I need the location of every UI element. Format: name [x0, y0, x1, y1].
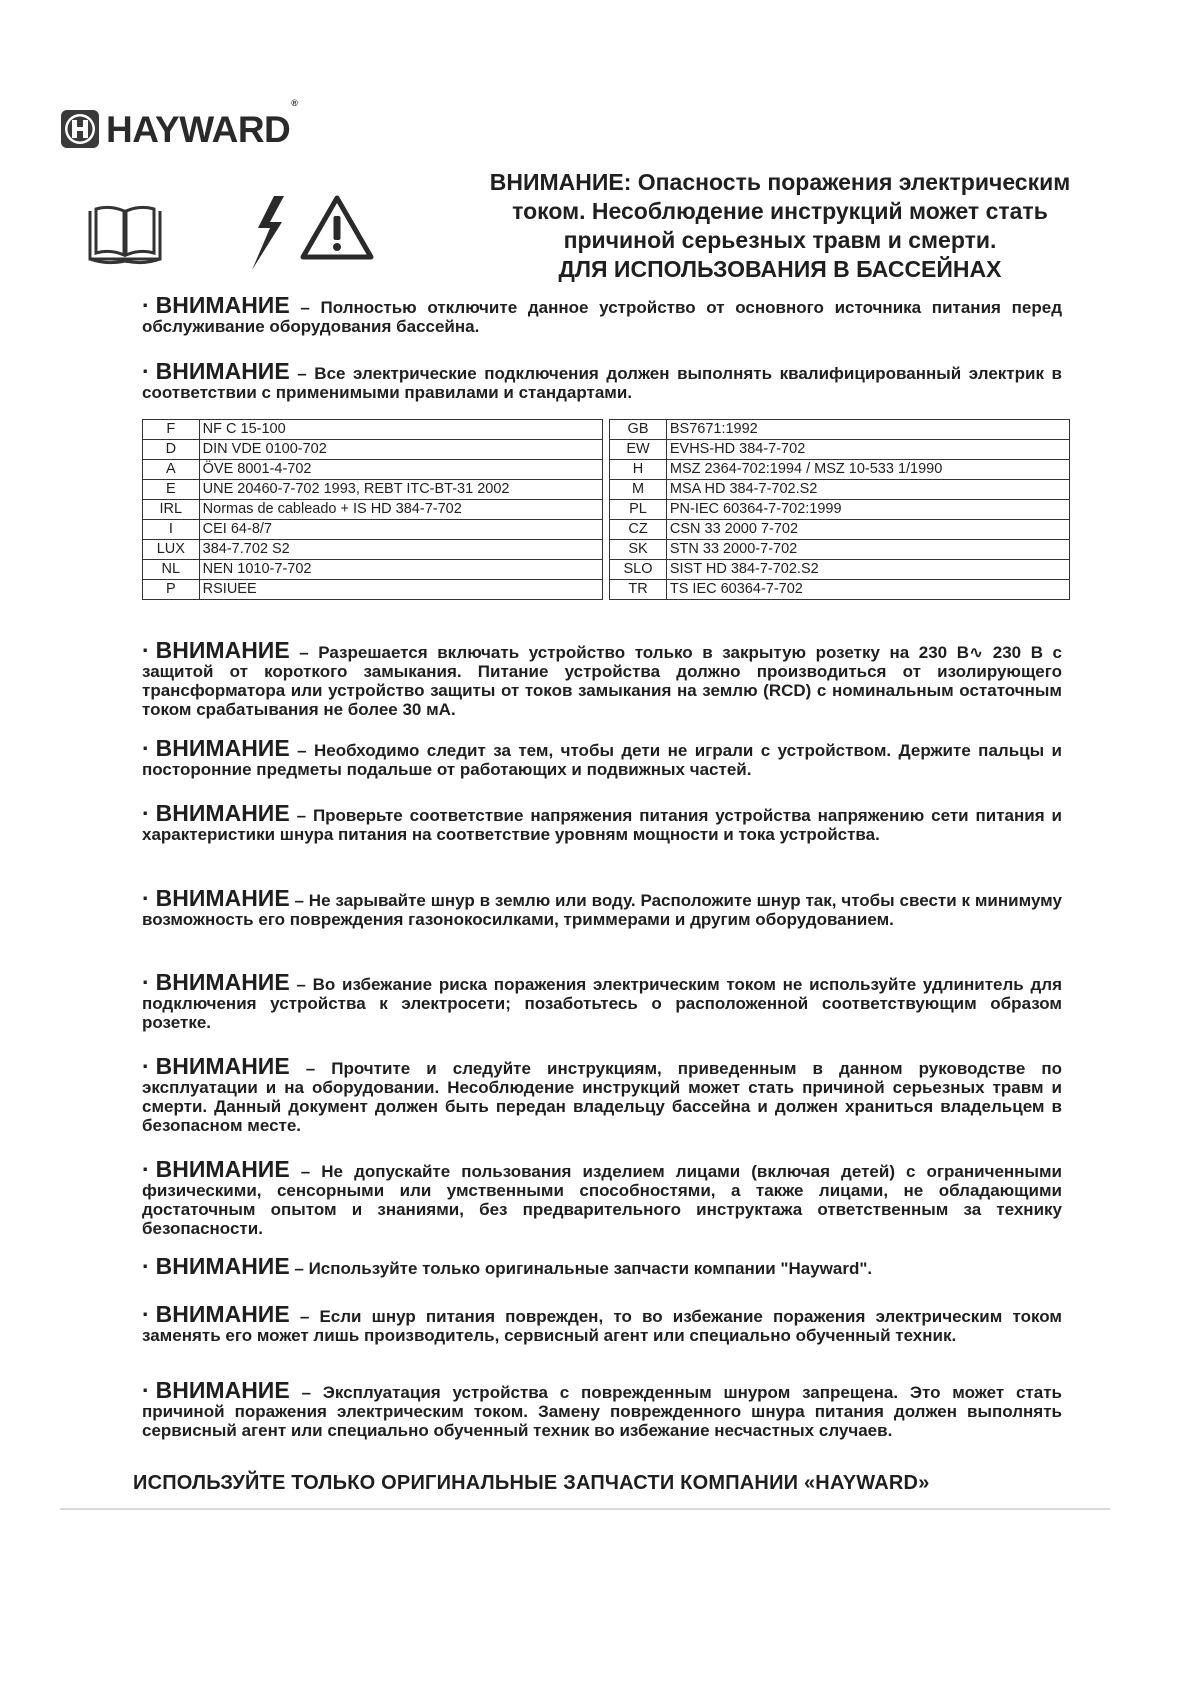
country-code-left: F	[143, 420, 200, 440]
table-gap	[603, 560, 610, 580]
standards-row	[143, 480, 1070, 500]
standard-left: UNE 20460-7-702 1993, REBT ITC-BT-31 2002	[199, 480, 603, 500]
standard-right: TS IEC 60364-7-702	[666, 580, 1069, 600]
standard-left: DIN VDE 0100-702	[199, 440, 603, 460]
header-line-2: током. Несоблюдение инструкций может стать	[512, 198, 1048, 224]
table-gap	[603, 420, 610, 440]
standards-row	[143, 580, 1070, 600]
warning-11: · ВНИМАНИЕ – Если шнур питания поврежден, то во избежание поражения электрическим током заменять его может лишь производитель, сервисный агент или специально обученный техник.	[142, 1301, 1062, 1345]
table-gap	[603, 500, 610, 520]
standards-row	[143, 500, 1070, 520]
warning-7: · ВНИМАНИЕ – Во избежание риска поражения электрическим током не используйте удлинитель для подключения устройства к электросети; позаботьтесь о расположенной соответствующим образом розетке.	[142, 969, 1062, 1032]
country-code-left: NL	[143, 560, 200, 580]
hayward-badge-icon	[60, 109, 100, 149]
country-code-right: PL	[610, 500, 667, 520]
standard-right: MSA HD 384-7-702.S2	[666, 480, 1069, 500]
warning-8: · ВНИМАНИЕ – Прочтите и следуйте инструкциям, приведенным в данном руководстве по эксплуатации и на оборудовании. Несоблюдение инструкций может стать причиной серьезных травм и смерти. Данный документ должен быть передан владельцу бассейна и должен храниться владельцем в безопасном месте.	[142, 1053, 1062, 1135]
header-line-4: ДЛЯ ИСПОЛЬЗОВАНИЯ В БАССЕЙНАХ	[558, 256, 1002, 282]
country-code-right: TR	[610, 580, 667, 600]
standard-left: CEI 64-8/7	[199, 520, 603, 540]
header-line-1: ВНИМАНИЕ: Опасность поражения электрическим	[489, 169, 1071, 195]
warning-text: – Проверьте соответствие напряжения питания устройства напряжению сети питания и характеристики шнура питания на соответствие уровням мощности и тока устройства.	[142, 806, 1062, 844]
warning-text: – Эксплуатация устройства с поврежденным шнуром запрещена. Это может стать причиной поражения электрическим током. Замену поврежденного шнура питания должен выполнять сервисный агент или специально обученный техник во избежание несчастных случаев.	[142, 1383, 1062, 1440]
electric-bolt-icon	[248, 194, 290, 272]
warning-1: · ВНИМАНИЕ – Полностью отключите данное устройство от основного источника питания перед обслуживание оборудования бассейна.	[142, 292, 1062, 336]
table-gap	[603, 540, 610, 560]
warning-lead: ВНИМАНИЕ	[155, 292, 290, 318]
standard-left: RSIUEE	[199, 580, 603, 600]
standard-right: EVHS-HD 384-7-702	[666, 440, 1069, 460]
warning-lead: ВНИМАНИЕ	[155, 637, 290, 663]
page-divider	[60, 1508, 1110, 1510]
standard-right: SIST HD 384-7-702.S2	[666, 560, 1069, 580]
standard-left: ÖVE 8001-4-702	[199, 460, 603, 480]
country-code-right: SLO	[610, 560, 667, 580]
standard-left: 384-7.702 S2	[199, 540, 603, 560]
header-warning	[450, 168, 1110, 284]
standards-row	[143, 420, 1070, 440]
standard-left: NEN 1010-7-702	[199, 560, 603, 580]
standards-row	[143, 540, 1070, 560]
country-code-right: M	[610, 480, 667, 500]
warning-lead: ВНИМАНИЕ	[155, 1301, 290, 1327]
warning-12: · ВНИМАНИЕ – Эксплуатация устройства с поврежденным шнуром запрещена. Это может стать причиной поражения электрическим током. Замену поврежденного шнура питания должен выполнять сервисный агент или специально обученный техник во избежание несчастных случаев.	[142, 1377, 1062, 1440]
warning-9: · ВНИМАНИЕ – Не допускайте пользования изделием лицами (включая детей) с ограниченными физическими, сенсорными или умственными способностями, а также лицами, не обладающими достаточным опытом и знаниями, без предварительного инструктажа ответственным за технику безопасности.	[142, 1156, 1062, 1238]
warning-lead: ВНИМАНИЕ	[155, 1377, 290, 1403]
warning-lead: ВНИМАНИЕ	[155, 885, 290, 911]
table-gap	[603, 580, 610, 600]
warning-5: · ВНИМАНИЕ – Проверьте соответствие напряжения питания устройства напряжению сети питания и характеристики шнура питания на соответствие уровням мощности и тока устройства.	[142, 800, 1062, 844]
standard-right: STN 33 2000-7-702	[666, 540, 1069, 560]
warning-10: · ВНИМАНИЕ – Используйте только оригинальные запчасти компании "Hayward".	[142, 1253, 873, 1279]
warning-text: – Все электрические подключения должен выполнять квалифицированный электрик в соответствии с применимыми правилами и стандартами.	[142, 364, 1062, 402]
country-code-left: LUX	[143, 540, 200, 560]
warning-lead: ВНИМАНИЕ	[155, 1156, 290, 1182]
standard-right: MSZ 2364-702:1994 / MSZ 10-533 1/1990	[666, 460, 1069, 480]
table-gap	[603, 480, 610, 500]
country-code-left: A	[143, 460, 200, 480]
manual-book-icon	[86, 205, 164, 267]
warning-text: – Используйте только оригинальные запчасти компании "Hayward".	[289, 1259, 873, 1278]
country-code-right: EW	[610, 440, 667, 460]
warning-2: · ВНИМАНИЕ – Все электрические подключения должен выполнять квалифицированный электрик в соответствии с применимыми правилами и стандартами.	[142, 358, 1062, 402]
hayward-logo	[60, 97, 298, 150]
warning-text: – Необходимо следит за тем, чтобы дети не играли с устройством. Держите пальцы и посторонние предметы подальше от работающих и подвижных частей.	[142, 741, 1062, 779]
logo-wordmark: HAYWARD®	[106, 97, 298, 150]
country-code-left: E	[143, 480, 200, 500]
warning-text: – Не допускайте пользования изделием лицами (включая детей) с ограниченными физическими, сенсорными или умственными способностями, а также лицами, не обладающими достаточным опытом и знаниями, без предварительного инструктажа ответственным за технику безопасности.	[142, 1162, 1062, 1238]
table-gap	[603, 440, 610, 460]
standard-right: BS7671:1992	[666, 420, 1069, 440]
warning-text: – Во избежание риска поражения электрическим током не используйте удлинитель для подключения устройства к электросети; позаботьтесь о расположенной соответствующим образом розетке.	[142, 975, 1062, 1032]
warning-6: · ВНИМАНИЕ – Не зарывайте шнур в землю или воду. Расположите шнур так, чтобы свести к минимуму возможность его повреждения газонокосилками, триммерами и другим оборудованием.	[142, 885, 1062, 929]
header-line-3: причиной серьезных травм и смерти.	[563, 227, 997, 253]
country-code-left: D	[143, 440, 200, 460]
warning-lead: ВНИМАНИЕ	[155, 1053, 290, 1079]
warning-text: – Полностью отключите данное устройство от основного источника питания перед обслуживание оборудования бассейна.	[142, 298, 1062, 336]
warning-text: – Прочтите и следуйте инструкциям, приведенным в данном руководстве по эксплуатации и на оборудовании. Несоблюдение инструкций может стать причиной серьезных травм и смерти. Данный документ должен быть передан владельцу бассейна и должен храниться владельцем в безопасном месте.	[142, 1059, 1062, 1135]
standard-left: Normas de cableado + IS HD 384-7-702	[199, 500, 603, 520]
warning-3: · ВНИМАНИЕ – Разрешается включать устройство только в закрытую розетку на 230 В∿ 230 В с защитой от короткого замыкания. Питание устройства должно производиться от изолирующего трансформатора или устройство защиты от токов замыкания на землю (RCD) с номинальным остаточным током срабатывания не более 30 мА.	[142, 637, 1062, 719]
footer-original-parts: ИСПОЛЬЗУЙТЕ ТОЛЬКО ОРИГИНАЛЬНЫЕ ЗАПЧАСТИ КОМПАНИИ «HAYWARD»	[133, 1472, 930, 1494]
warning-text: – Не зарывайте шнур в землю или воду. Расположите шнур так, чтобы свести к минимуму возможность его повреждения газонокосилками, триммерами и другим оборудованием.	[142, 891, 1062, 929]
standard-right: PN-IEC 60364-7-702:1999	[666, 500, 1069, 520]
country-code-right: H	[610, 460, 667, 480]
standards-row	[143, 460, 1070, 480]
warning-text: – Разрешается включать устройство только в закрытую розетку на 230 В∿ 230 В с защитой от короткого замыкания. Питание устройства должно производиться от изолирующего трансформатора или устройство защиты от токов замыкания на землю (RCD) с номинальным остаточным током срабатывания не более 30 мА.	[142, 643, 1062, 719]
warning-lead: ВНИМАНИЕ	[155, 735, 290, 761]
country-code-right: SK	[610, 540, 667, 560]
country-code-left: P	[143, 580, 200, 600]
country-code-right: GB	[610, 420, 667, 440]
warning-lead: ВНИМАНИЕ	[155, 800, 290, 826]
warning-lead: ВНИМАНИЕ	[155, 969, 290, 995]
standard-left: NF C 15-100	[199, 420, 603, 440]
warning-triangle-icon	[300, 194, 374, 260]
standards-table	[142, 419, 1070, 600]
country-code-left: IRL	[143, 500, 200, 520]
table-gap	[603, 460, 610, 480]
standards-row	[143, 440, 1070, 460]
country-code-right: CZ	[610, 520, 667, 540]
warning-text: – Если шнур питания поврежден, то во избежание поражения электрическим током заменять его может лишь производитель, сервисный агент или специально обученный техник.	[142, 1307, 1062, 1345]
standards-row	[143, 520, 1070, 540]
warning-lead: ВНИМАНИЕ	[155, 1253, 290, 1279]
table-gap	[603, 520, 610, 540]
warning-lead: ВНИМАНИЕ	[155, 358, 290, 384]
country-code-left: I	[143, 520, 200, 540]
standard-right: CSN 33 2000 7-702	[666, 520, 1069, 540]
warning-4: · ВНИМАНИЕ – Необходимо следит за тем, чтобы дети не играли с устройством. Держите пальцы и посторонние предметы подальше от работающих и подвижных частей.	[142, 735, 1062, 779]
standards-row	[143, 560, 1070, 580]
